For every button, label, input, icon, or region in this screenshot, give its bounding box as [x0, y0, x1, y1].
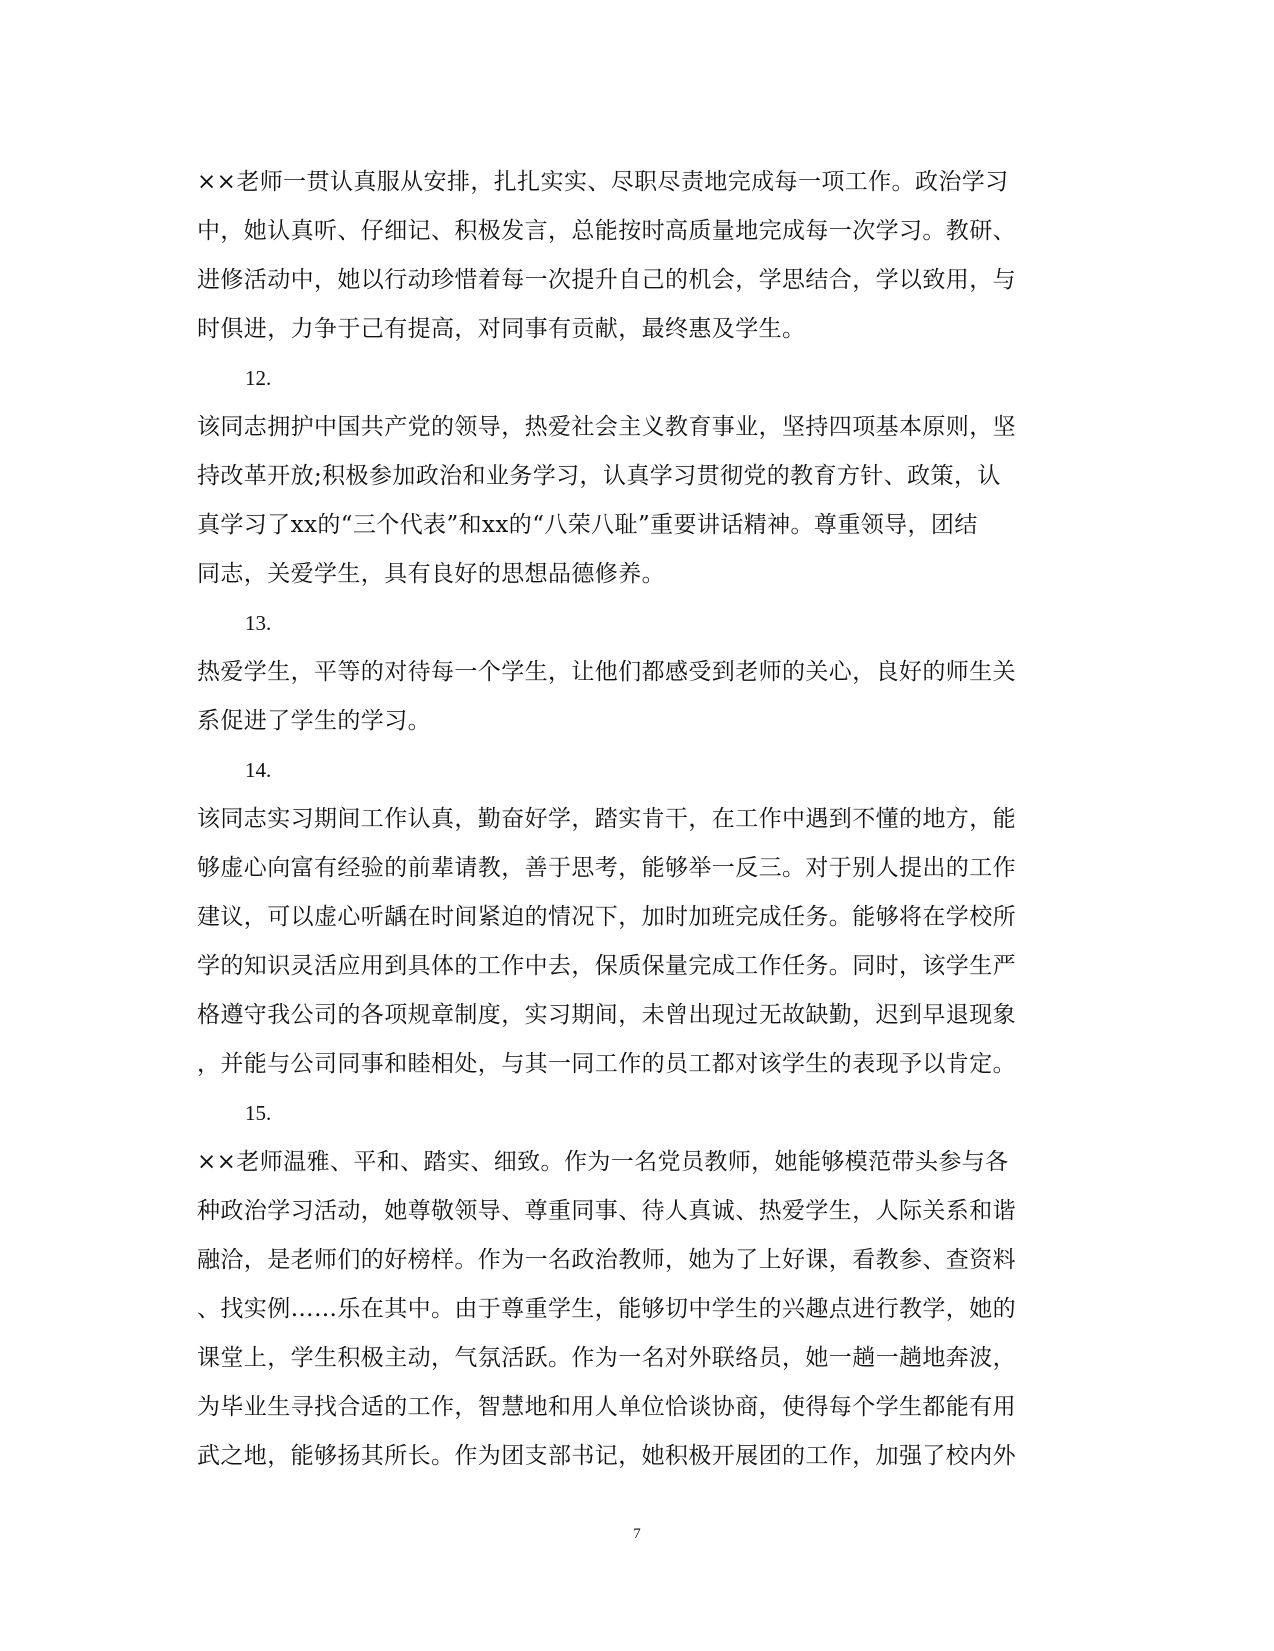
text-line: 同志，关爱学生，具有良好的思想品德修养。	[197, 561, 665, 587]
text-line: 该同志实习期间工作认真，勤奋好学，踏实肯干，在工作中遇到不懂的地方，能	[197, 806, 1016, 832]
text-line: 格遵守我公司的各项规章制度，实习期间，未曾出现过无故缺勤，迟到早退现象	[197, 1002, 1016, 1028]
text-line: 、找实例……乐在其中。由于尊重学生，能够切中学生的兴趣点进行教学，她的	[197, 1296, 1016, 1322]
text-line: 武之地，能够扬其所长。作为团支部书记，她积极开展团的工作，加强了校内外	[197, 1443, 1016, 1469]
text-line: 种政治学习活动，她尊敬领导、尊重同事、待人真诚、热爱学生，人际关系和谐	[197, 1198, 1016, 1224]
text-line: ××老师一贯认真服从安排，扎扎实实、尽职尽责地完成每一项工作。政治学习	[197, 169, 1009, 195]
text-line: 建议，可以虚心听龋在时间紧迫的情况下，加时加班完成任务。能够将在学校所	[197, 904, 1016, 930]
text-line: 融洽，是老师们的好榜样。作为一名政治教师，她为了上好课，看教参、查资料	[197, 1247, 1016, 1273]
text-line: 学的知识灵活应用到具体的工作中去，保质保量完成工作任务。同时，该学生严	[197, 953, 1016, 979]
text-line: 为毕业生寻找合适的工作，智慧地和用人单位恰谈协商，使得每个学生都能有用	[197, 1394, 1016, 1420]
item-number: 13.	[245, 611, 272, 635]
paragraph	[197, 1138, 1077, 1481]
text-line: ，并能与公司同事和睦相处，与其一同工作的员工都对该学生的表现予以肯定。	[197, 1051, 1016, 1077]
text-line: 真学习了xx的“三个代表”和xx的“八荣八耻”重要讲话精神。尊重领导，团结	[197, 512, 978, 538]
text-line: ××老师温雅、平和、踏实、细致。作为一名党员教师，她能够模范带头参与各	[197, 1149, 1009, 1175]
text-line: 时俱进，力争于己有提高，对同事有贡献，最终惠及学生。	[197, 316, 806, 342]
document-body	[197, 158, 1077, 1481]
page-number: 7	[633, 1526, 641, 1542]
paragraph	[197, 403, 1077, 599]
paragraph	[197, 158, 1077, 354]
text-line: 该同志拥护中国共产党的领导，热爱社会主义教育事业，坚持四项基本原则，坚	[197, 414, 1016, 440]
text-line: 进修活动中，她以行动珍惜着每一次提升自己的机会，学思结合，学以致用，与	[197, 267, 1016, 293]
text-line: 系促进了学生的学习。	[197, 708, 431, 734]
text-line: 课堂上，学生积极主动，气氛活跃。作为一名对外联络员，她一趟一趟地奔波，	[197, 1345, 1016, 1371]
text-line: 中，她认真听、仔细记、积极发言，总能按时高质量地完成每一次学习。教研、	[197, 218, 1016, 244]
text-line: 够虚心向富有经验的前辈请教，善于思考，能够举一反三。对于别人提出的工作	[197, 855, 1016, 881]
text-line: 热爱学生，平等的对待每一个学生，让他们都感受到老师的关心，良好的师生关	[197, 659, 1016, 685]
paragraph	[197, 795, 1077, 1089]
item-number: 15.	[245, 1101, 272, 1125]
text-line: 持改革开放;积极参加政治和业务学习，认真学习贯彻党的教育方针、政策，认	[197, 463, 1001, 489]
item-number: 14.	[245, 758, 272, 782]
paragraph	[197, 648, 1077, 746]
item-number: 12.	[245, 366, 272, 390]
